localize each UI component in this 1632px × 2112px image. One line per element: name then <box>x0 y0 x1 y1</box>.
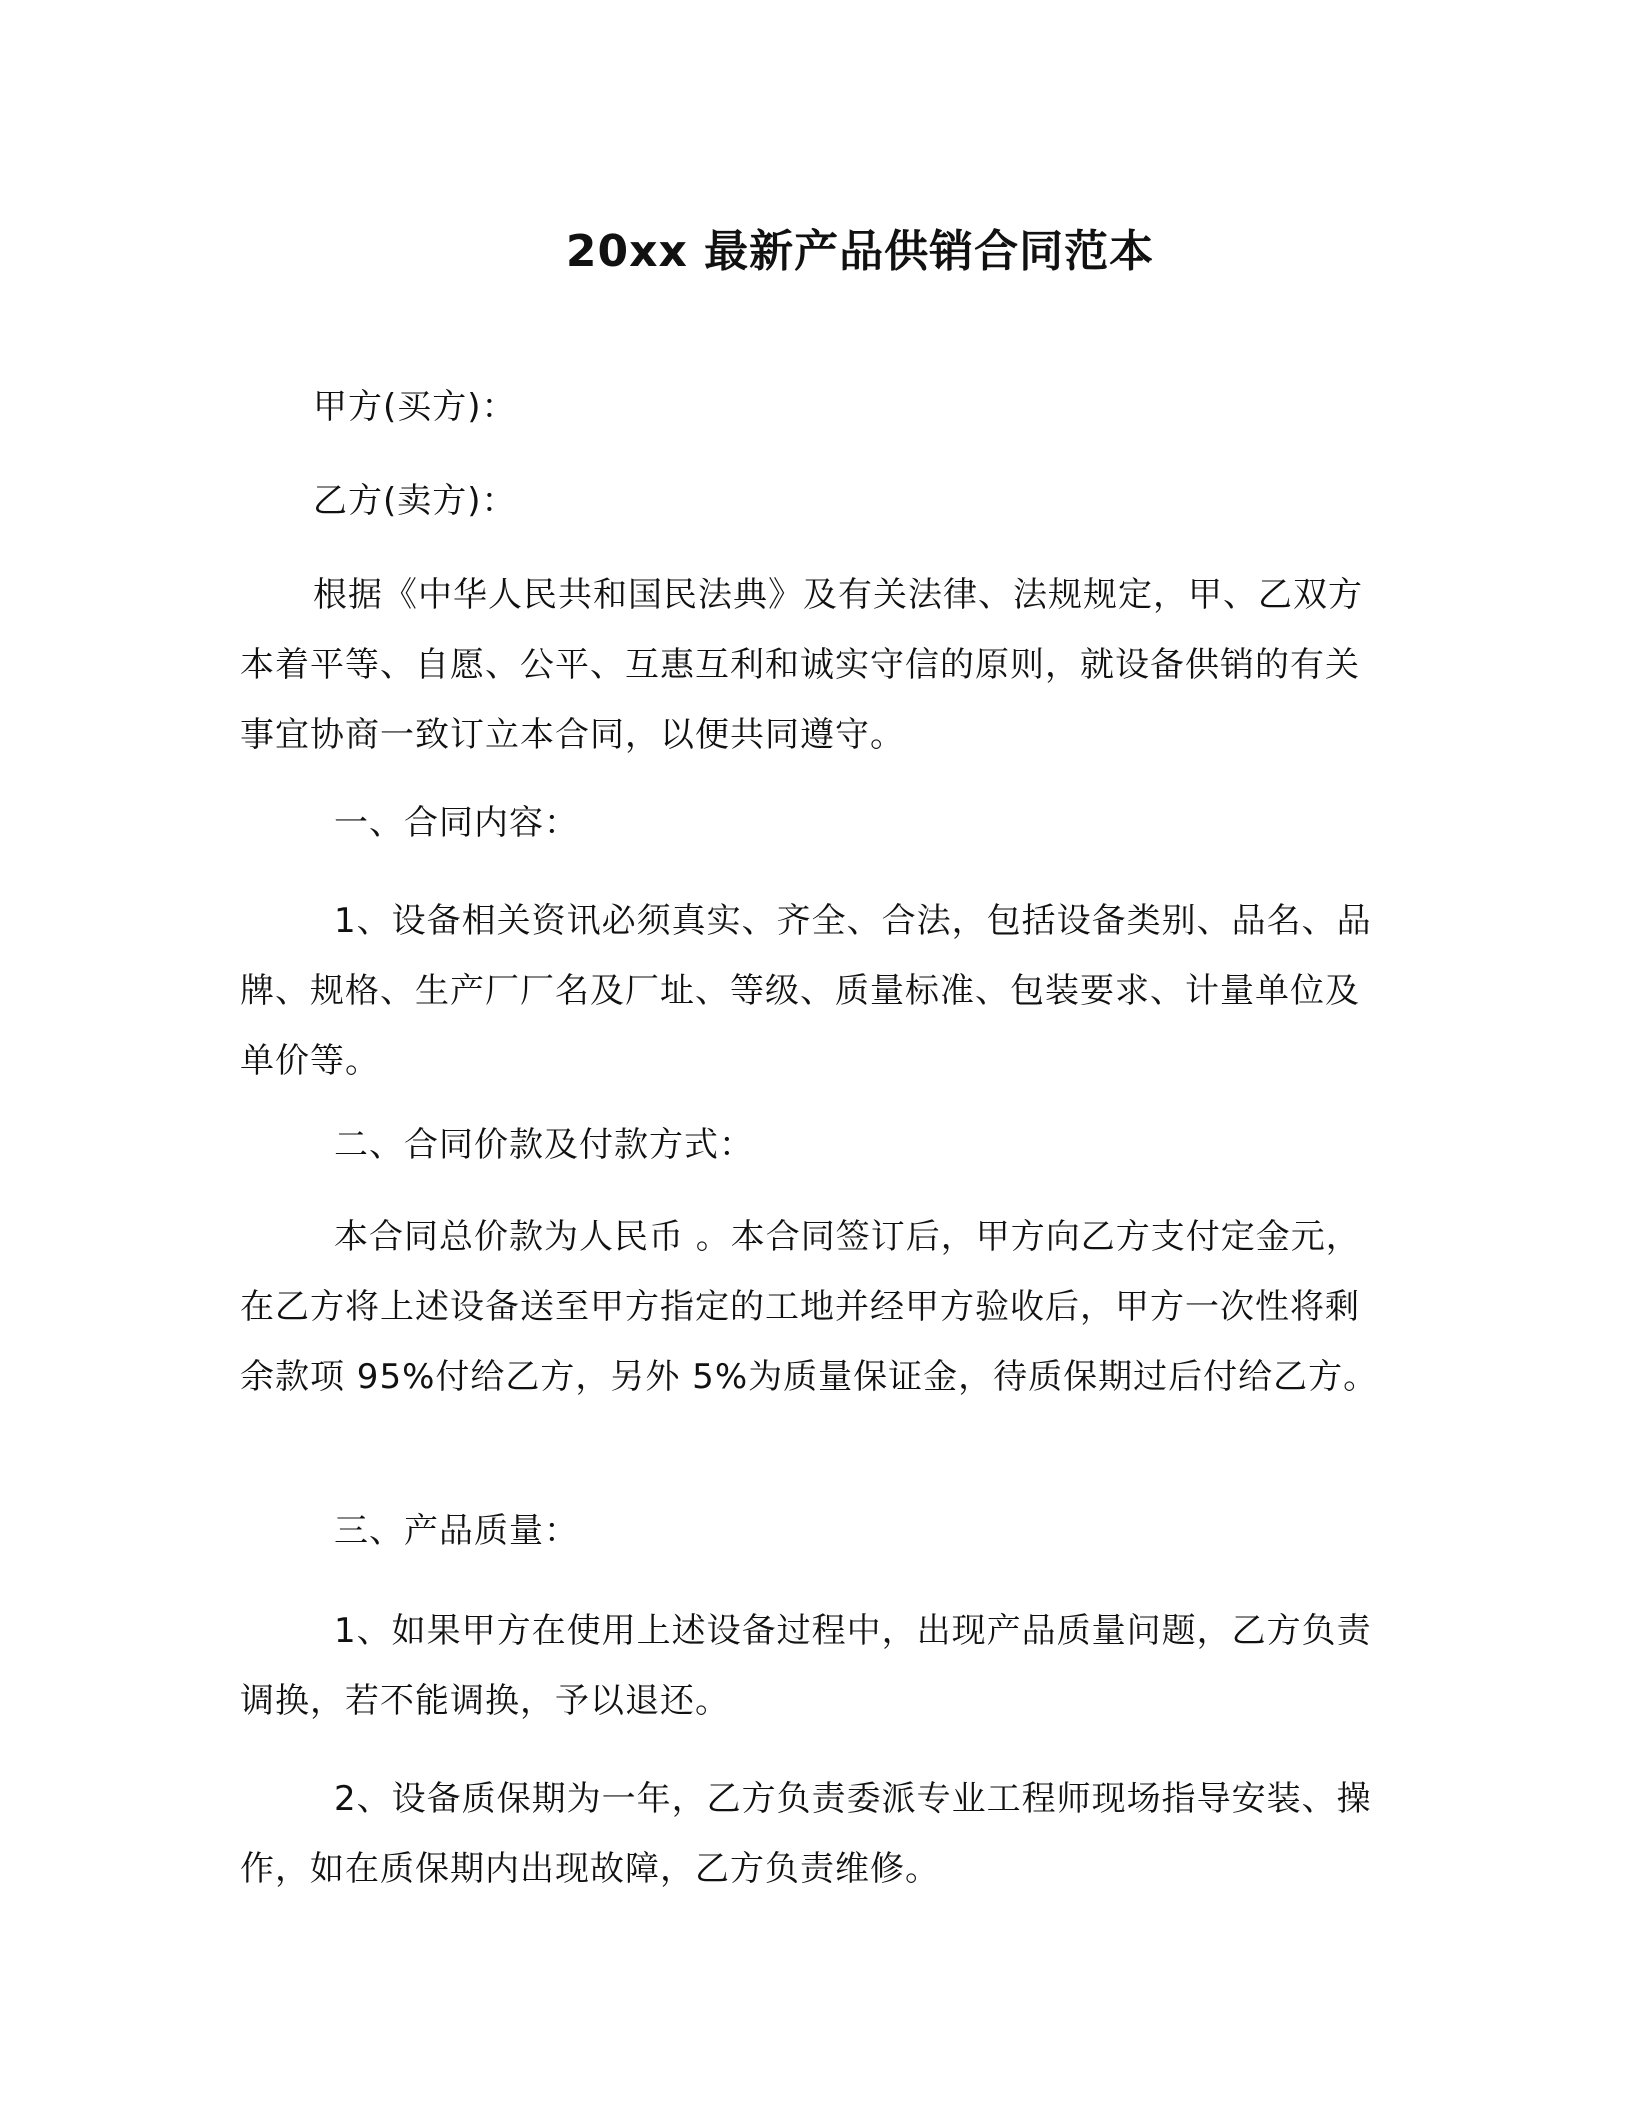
section-3-heading: 三、产品质量： <box>334 1511 579 1551</box>
section-1-heading: 一、合同内容： <box>334 803 579 843</box>
party-a-line: 甲方(买方)： <box>313 387 517 427</box>
section-2-heading: 二、合同价款及付款方式： <box>334 1125 754 1165</box>
party-b-line: 乙方(卖方)： <box>313 481 517 521</box>
section-2-body: 本合同总价款为人民币 。本合同签订后，甲方向乙方支付定金元，在乙方将上述设备送至甲方指定的工地并经甲方验收后，甲方一次性将剩余款项 95%付给乙方，另外 5%为质量保证金，待质保期过后付给乙方。 <box>240 1217 1379 1397</box>
section-3-item-2: 2、设备质保期为一年，乙方负责委派专业工程师现场指导安装、操作，如在质保期内出现故障，乙方负责维修。 <box>240 1779 1372 1889</box>
section-3-item-1: 1、如果甲方在使用上述设备过程中，出现产品质量问题，乙方负责调换，若不能调换，予以退还。 <box>240 1611 1372 1721</box>
section-1-item-1: 1、设备相关资讯必须真实、齐全、合法，包括设备类别、品名、品牌、规格、生产厂厂名及厂址、等级、质量标准、包装要求、计量单位及单价等。 <box>240 901 1372 1081</box>
preamble-paragraph: 根据《中华人民共和国民法典》及有关法律、法规规定，甲、乙双方本着平等、自愿、公平、互惠互利和诚实守信的原则，就设备供销的有关事宜协商一致订立本合同，以便共同遵守。 <box>240 575 1363 755</box>
document-title: 20xx 最新产品供销合同范本 <box>565 226 1155 277</box>
